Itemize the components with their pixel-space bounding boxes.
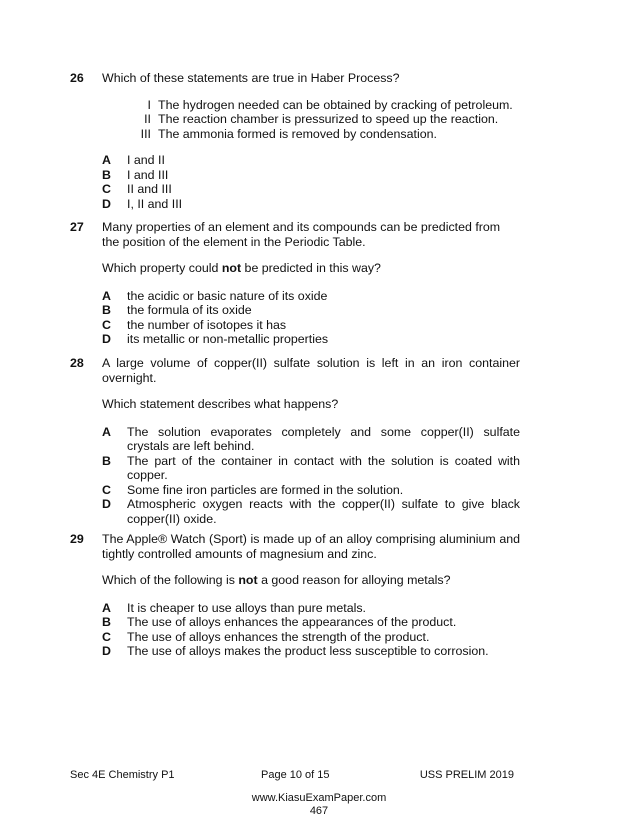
option-b[interactable]: B The part of the container in contact with the solution is coated with copper.: [102, 453, 520, 482]
option-a[interactable]: A It is cheaper to use alloys than pure metals.: [102, 600, 366, 615]
question-stem: The Apple® Watch (Sport) is made up of an alloy comprising aluminium and tightly controlled amounts of magnesium and zinc.: [102, 532, 520, 561]
option-c[interactable]: C Some fine iron particles are formed in the solution.: [102, 482, 404, 497]
question-number: 29: [70, 532, 84, 546]
question-26: [70, 71, 520, 211]
question-stem: A large volume of copper(II) sulfate solution is left in an iron container overnight.: [102, 356, 520, 385]
option-c[interactable]: C the number of isotopes it has: [102, 317, 287, 332]
option-d[interactable]: D The use of alloys makes the product less susceptible to corrosion.: [102, 644, 489, 658]
footer-global-page: 467: [309, 805, 329, 817]
option-b[interactable]: B the formula of its oxide: [102, 303, 252, 317]
option-list: [102, 289, 520, 347]
question-number: 28: [70, 356, 84, 370]
option-list: [102, 601, 520, 659]
option-d[interactable]: D its metallic or non-metallic properties: [102, 332, 329, 346]
option-a[interactable]: A the acidic or basic nature of its oxide: [102, 288, 328, 303]
question-prompt: Which property could not be predicted in this way?: [102, 261, 381, 275]
statement-item: II The reaction chamber is pressurized to speed up the reaction.: [144, 112, 499, 126]
option-c[interactable]: C The use of alloys enhances the strength of the product.: [102, 629, 430, 644]
option-a[interactable]: A I and II: [102, 153, 165, 167]
question-27: [70, 220, 520, 347]
question-number: 27: [70, 220, 84, 234]
question-stem: Many properties of an element and its compounds can be predicted from the position of the element in the Periodic Table.: [102, 220, 501, 249]
option-d[interactable]: D Atmospheric oxygen reacts with the copper(II) sulfate to give black copper(II) oxide.: [102, 497, 520, 526]
footer-page-number: Page 10 of 15: [261, 769, 330, 781]
option-d[interactable]: D I, II and III: [102, 196, 183, 211]
statement-item: I The hydrogen needed can be obtained by cracking of petroleum.: [147, 97, 513, 112]
footer-exam-name: USS PRELIM 2019: [419, 769, 514, 781]
option-list: [102, 153, 520, 211]
question-prompt: Which statement describes what happens?: [102, 397, 339, 411]
question-number: 26: [70, 71, 84, 85]
footer-subject: Sec 4E Chemistry P1: [70, 769, 175, 781]
question-prompt: Which of the following is not a good reason for alloying metals?: [102, 573, 451, 587]
question-28: [70, 356, 520, 526]
option-a[interactable]: A The solution evaporates completely and some copper(II) sulfate crystals are left behind.: [102, 424, 520, 453]
question-stem: Which of these statements are true in Haber Process?: [102, 71, 400, 85]
statement-item: III The ammonia formed is removed by condensation.: [140, 126, 437, 141]
option-b[interactable]: B The use of alloys enhances the appearances of the product.: [102, 615, 457, 629]
option-b[interactable]: B I and III: [102, 167, 169, 182]
question-29: [70, 532, 520, 659]
statement-list: [132, 98, 520, 142]
option-c[interactable]: C II and III: [102, 182, 172, 196]
option-list: [102, 425, 520, 527]
footer-website-link[interactable]: www.KiasuExamPaper.com: [251, 792, 387, 804]
